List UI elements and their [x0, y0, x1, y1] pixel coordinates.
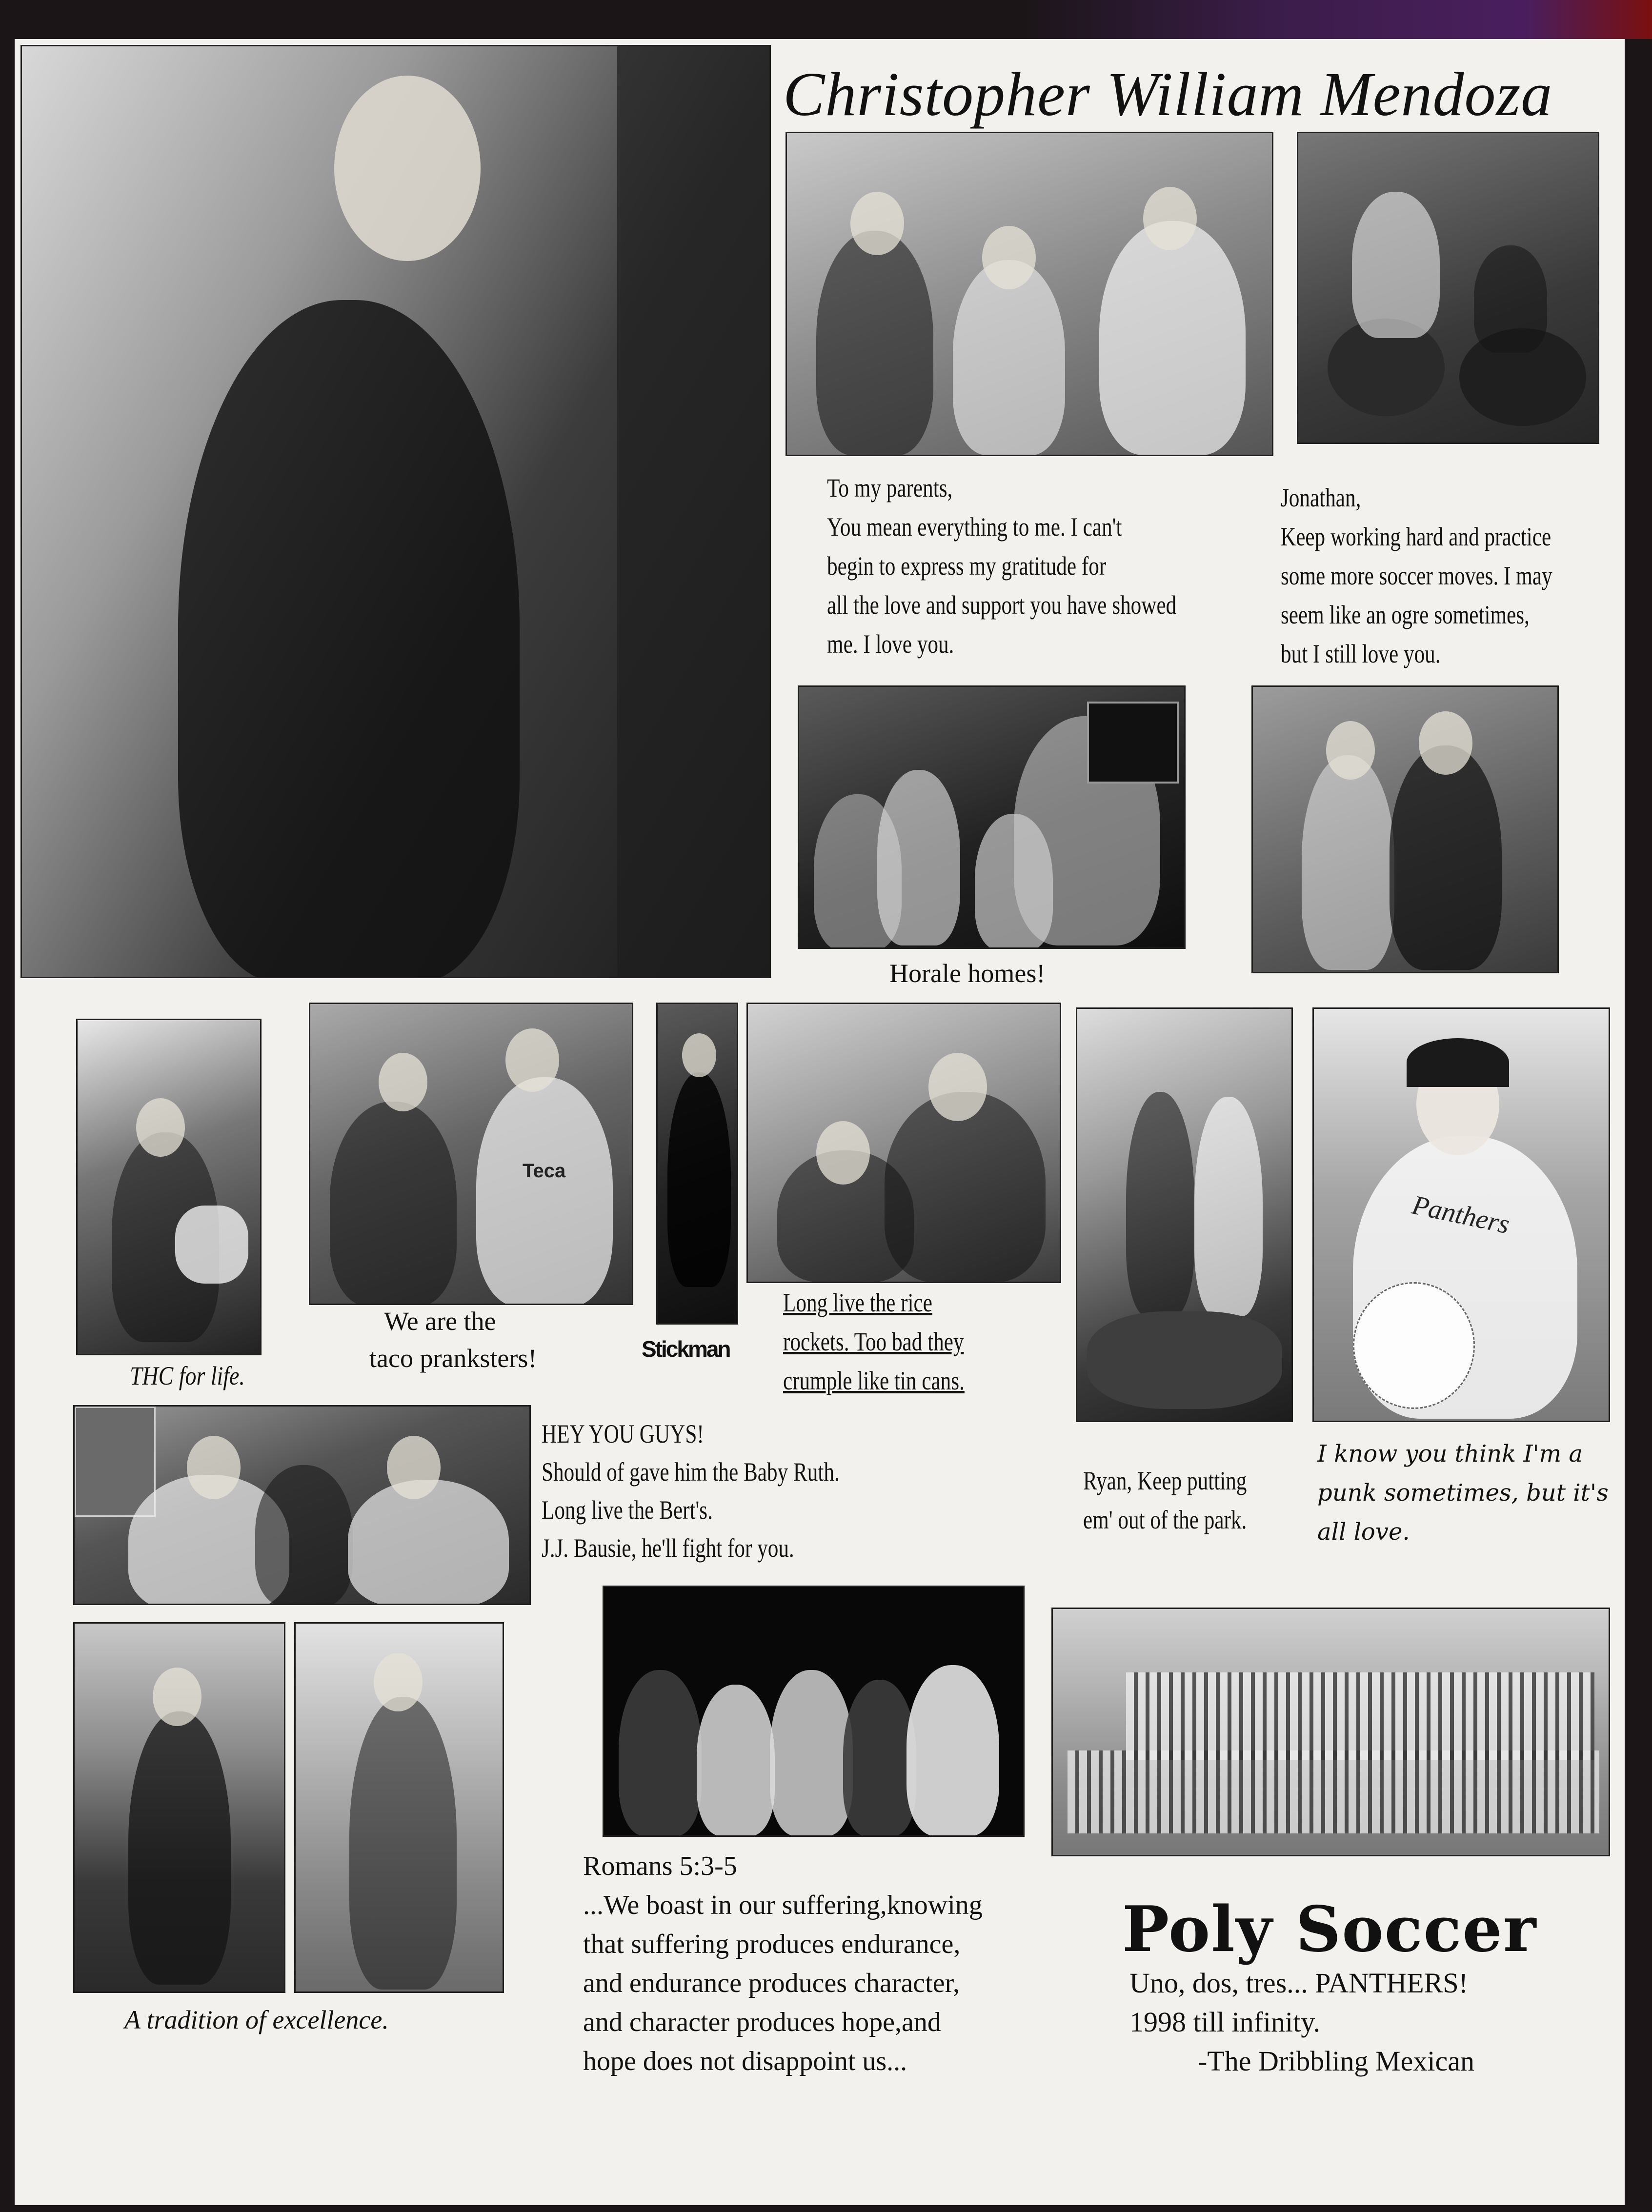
caption-rice: Long live the rice rockets. Too bad they crumple like tin cans.: [783, 1288, 965, 1395]
taco-photo: [309, 1003, 633, 1305]
night-team-photo: [603, 1586, 1025, 1837]
portrait-photo: [20, 45, 771, 978]
couple-photo: [1251, 685, 1559, 973]
soccer-team-photo: [1051, 1608, 1610, 1856]
caption-jonathan: Jonathan, Keep working hard and practice some more soccer moves. I may seem like an ogre sometimes, but I still love you.: [1281, 483, 1552, 668]
jersey-text: Teca: [523, 1160, 566, 1182]
thc-photo: [76, 1019, 262, 1355]
ryan-photo: [1076, 1007, 1293, 1422]
horale-photo: [798, 685, 1186, 949]
heyguys-photo: [73, 1405, 531, 1605]
track-photo-2: [294, 1622, 504, 1993]
caption-punk: I know you think I'm a punk sometimes, but it's all love.: [1317, 1440, 1609, 1546]
stickman-photo: [656, 1003, 738, 1325]
track-photo-1: [73, 1622, 285, 1993]
sweater-text: Panthers: [1409, 1189, 1512, 1240]
rice-rockets-photo: [746, 1003, 1061, 1283]
binder-edge: [1025, 0, 1652, 39]
caption-heyguys: HEY YOU GUYS! Should of gave him the Baby Ruth. Long live the Bert's. J.J. Bausie, he'll fight for you.: [542, 1419, 840, 1563]
caption-romans: Romans 5:3-5 ...We boast in our suffering,knowing that suffering produces endurance, and endurance produces character, and character produces hope,and hope does not disappoint us...: [583, 1851, 983, 2076]
caption-poly: Uno, dos, tres... PANTHERS! 1998 till infinity. -The Dribbling Mexican: [1129, 1967, 1474, 2077]
cheer-photo: [1312, 1007, 1610, 1422]
caption-thc: THC for life.: [130, 1361, 245, 1390]
yearbook-page: [15, 39, 1625, 2205]
poly-soccer-title: Poly Soccer: [1122, 1893, 1537, 1966]
caption-tradition: A tradition of excellence.: [124, 2005, 389, 2034]
caption-horale: Horale homes!: [889, 959, 1046, 988]
caption-ryan: Ryan, Keep putting em' out of the park.: [1083, 1466, 1247, 1534]
family-photo: [786, 132, 1273, 456]
page-title: Christopher William Mendoza: [783, 60, 1553, 129]
caption-taco: We are the taco pranksters!: [369, 1307, 537, 1373]
caption-parents: To my parents, You mean everything to me. I can't begin to express my gratitude for all the love and support you have showed me. I love you.: [827, 473, 1177, 659]
caption-stickman: Stickman: [642, 1336, 730, 1362]
pumpkin-photo: [1297, 132, 1599, 444]
